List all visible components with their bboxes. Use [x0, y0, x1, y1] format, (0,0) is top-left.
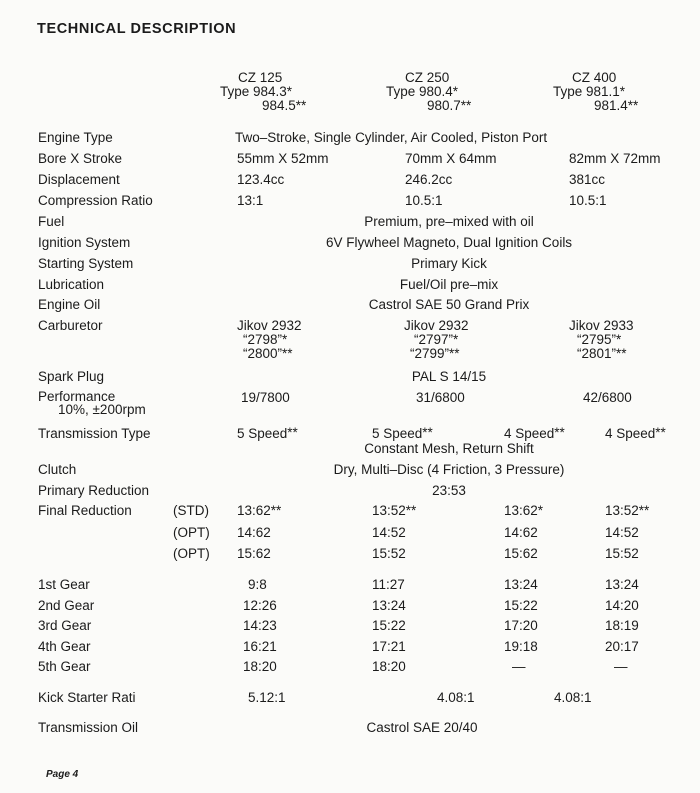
final-opt1-2: 14:52: [372, 525, 406, 540]
value-compression-125: 13:1: [237, 193, 264, 208]
carburetor-250-v1: “2797”*: [414, 332, 459, 347]
final-std-2: 13:52**: [372, 503, 417, 518]
label-std: (STD): [173, 503, 209, 518]
final-opt2-3: 15:62: [504, 546, 538, 561]
gear2-2: 13:24: [372, 598, 406, 613]
carburetor-250-model: Jikov 2932: [404, 318, 469, 333]
gear4-1: 16:21: [243, 639, 277, 654]
carburetor-125-v2: “2800”**: [243, 346, 293, 361]
value-engine-type: Two–Stroke, Single Cylinder, Air Cooled, Piston Port: [235, 130, 548, 145]
value-bore-stroke-250: 70mm X 64mm: [405, 151, 497, 166]
carburetor-400-v2: “2801”**: [577, 346, 627, 361]
kick-starter-2: 4.08:1: [437, 690, 475, 705]
label-performance-sub: 10%, ±200rpm: [58, 402, 146, 417]
value-compression-250: 10.5:1: [405, 193, 443, 208]
gear3-3: 17:20: [504, 618, 538, 633]
value-lubrication: Fuel/Oil pre–mix: [399, 277, 499, 292]
gear5-3: —: [512, 659, 526, 674]
model-125-type2: 984.5**: [262, 98, 307, 113]
value-performance-125: 19/7800: [241, 390, 290, 405]
label-clutch: Clutch: [38, 462, 77, 477]
gear1-4: 13:24: [605, 577, 639, 592]
label-kick-starter: Kick Starter Rati: [38, 690, 136, 705]
label-primary-reduction: Primary Reduction: [38, 483, 150, 498]
value-spark-plug: PAL S 14/15: [411, 369, 487, 384]
model-125-name: CZ 125: [238, 70, 283, 85]
transmission-250-label: 5 Speed: [372, 426, 423, 441]
label-gear3: 3rd Gear: [38, 618, 92, 633]
model-400-name: CZ 400: [572, 70, 617, 85]
label-bore-stroke: Bore X Stroke: [38, 151, 123, 166]
gear1-2: 11:27: [372, 577, 405, 592]
label-starting: Starting System: [38, 256, 134, 271]
gear4-2: 17:21: [372, 639, 406, 654]
label-engine-type: Engine Type: [38, 130, 113, 145]
gear3-1: 14:23: [243, 618, 277, 633]
label-performance: Performance: [38, 389, 116, 404]
final-opt1-4: 14:52: [605, 525, 639, 540]
gear2-3: 15:22: [504, 598, 538, 613]
label-lubrication: Lubrication: [38, 277, 105, 292]
value-bore-stroke-400: 82mm X 72mm: [569, 151, 661, 166]
gear5-1: 18:20: [243, 659, 277, 674]
label-gear4: 4th Gear: [38, 639, 91, 654]
gear3-2: 15:22: [372, 618, 406, 633]
model-400-type2: 981.4**: [594, 98, 639, 113]
final-opt1-1: 14:62: [237, 525, 271, 540]
label-spark-plug: Spark Plug: [38, 369, 105, 384]
model-125-type1: Type 984.3*: [220, 84, 293, 99]
value-bore-stroke-125: 55mm X 52mm: [237, 151, 329, 166]
final-opt2-1: 15:62: [237, 546, 271, 561]
transmission-400a: 4 Speed**: [504, 425, 565, 441]
transmission-400a-label: 4 Speed: [504, 426, 555, 441]
model-400-type1: Type 981.1*: [553, 84, 626, 99]
label-gear5: 5th Gear: [38, 659, 91, 674]
final-std-3: 13:62*: [504, 503, 544, 518]
gear2-1: 12:26: [243, 598, 277, 613]
model-250-name: CZ 250: [405, 70, 450, 85]
gear5-2: 18:20: [372, 659, 406, 674]
transmission-400b: 4 Speed**: [605, 425, 666, 441]
value-compression-400: 10.5:1: [569, 193, 607, 208]
value-performance-400: 42/6800: [583, 390, 632, 405]
carburetor-250-v2: “2799”**: [410, 346, 460, 361]
final-opt1-3: 14:62: [504, 525, 538, 540]
value-starting: Primary Kick: [411, 256, 487, 271]
value-transmission-oil: Castrol SAE 20/40: [366, 720, 478, 735]
value-displacement-400: 381cc: [569, 172, 606, 187]
carburetor-125-v1: “2798”*: [243, 332, 288, 347]
gear3-4: 18:19: [605, 618, 639, 633]
gear2-4: 14:20: [605, 598, 639, 613]
model-250-type2: 980.7**: [427, 98, 472, 113]
value-primary-reduction: 23:53: [432, 483, 466, 498]
gear1-1: 9:8: [248, 577, 267, 592]
carburetor-400-v1: “2795”*: [577, 332, 622, 347]
value-displacement-250: 246.2cc: [405, 172, 453, 187]
page-number: Page 4: [46, 769, 79, 780]
label-fuel: Fuel: [38, 214, 65, 229]
gear1-3: 13:24: [504, 577, 538, 592]
label-opt-1: (OPT): [173, 525, 210, 540]
gear5-4: —: [614, 659, 628, 674]
value-clutch: Dry, Multi–Disc (4 Friction, 3 Pressure): [333, 462, 565, 477]
label-ignition: Ignition System: [38, 235, 131, 250]
gear4-4: 20:17: [605, 639, 639, 654]
final-opt2-2: 15:52: [372, 546, 406, 561]
final-std-1: 13:62**: [237, 503, 282, 518]
label-engine-oil: Engine Oil: [38, 297, 101, 312]
transmission-125: 5 Speed**: [237, 425, 298, 441]
final-opt2-4: 15:52: [605, 546, 639, 561]
page-title: TECHNICAL DESCRIPTION: [37, 21, 237, 37]
label-transmission-type: Transmission Type: [38, 426, 151, 441]
label-compression: Compression Ratio: [38, 193, 153, 208]
carburetor-125-model: Jikov 2932: [237, 318, 302, 333]
transmission-400b-label: 4 Speed: [605, 426, 656, 441]
value-engine-oil: Castrol SAE 50 Grand Prix: [368, 297, 530, 312]
value-fuel: Premium, pre–mixed with oil: [364, 214, 534, 229]
label-carburetor: Carburetor: [38, 318, 103, 333]
model-250-type1: Type 980.4*: [386, 84, 459, 99]
label-opt-2: (OPT): [173, 546, 210, 561]
value-transmission-note: Constant Mesh, Return Shift: [364, 441, 534, 456]
value-ignition: 6V Flywheel Magneto, Dual Ignition Coils: [325, 235, 573, 250]
kick-starter-3: 4.08:1: [554, 690, 592, 705]
label-displacement: Displacement: [38, 172, 120, 187]
final-std-4: 13:52**: [605, 503, 650, 518]
label-final-reduction: Final Reduction: [38, 503, 132, 518]
value-displacement-125: 123.4cc: [237, 172, 285, 187]
gear4-3: 19:18: [504, 639, 538, 654]
transmission-250: 5 Speed**: [372, 425, 433, 441]
carburetor-400-model: Jikov 2933: [569, 318, 634, 333]
label-gear1: 1st Gear: [38, 577, 90, 592]
label-transmission-oil: Transmission Oil: [38, 720, 139, 735]
value-performance-250: 31/6800: [416, 390, 465, 405]
label-gear2: 2nd Gear: [38, 598, 95, 613]
kick-starter-1: 5.12:1: [248, 690, 286, 705]
transmission-125-label: 5 Speed: [237, 426, 288, 441]
